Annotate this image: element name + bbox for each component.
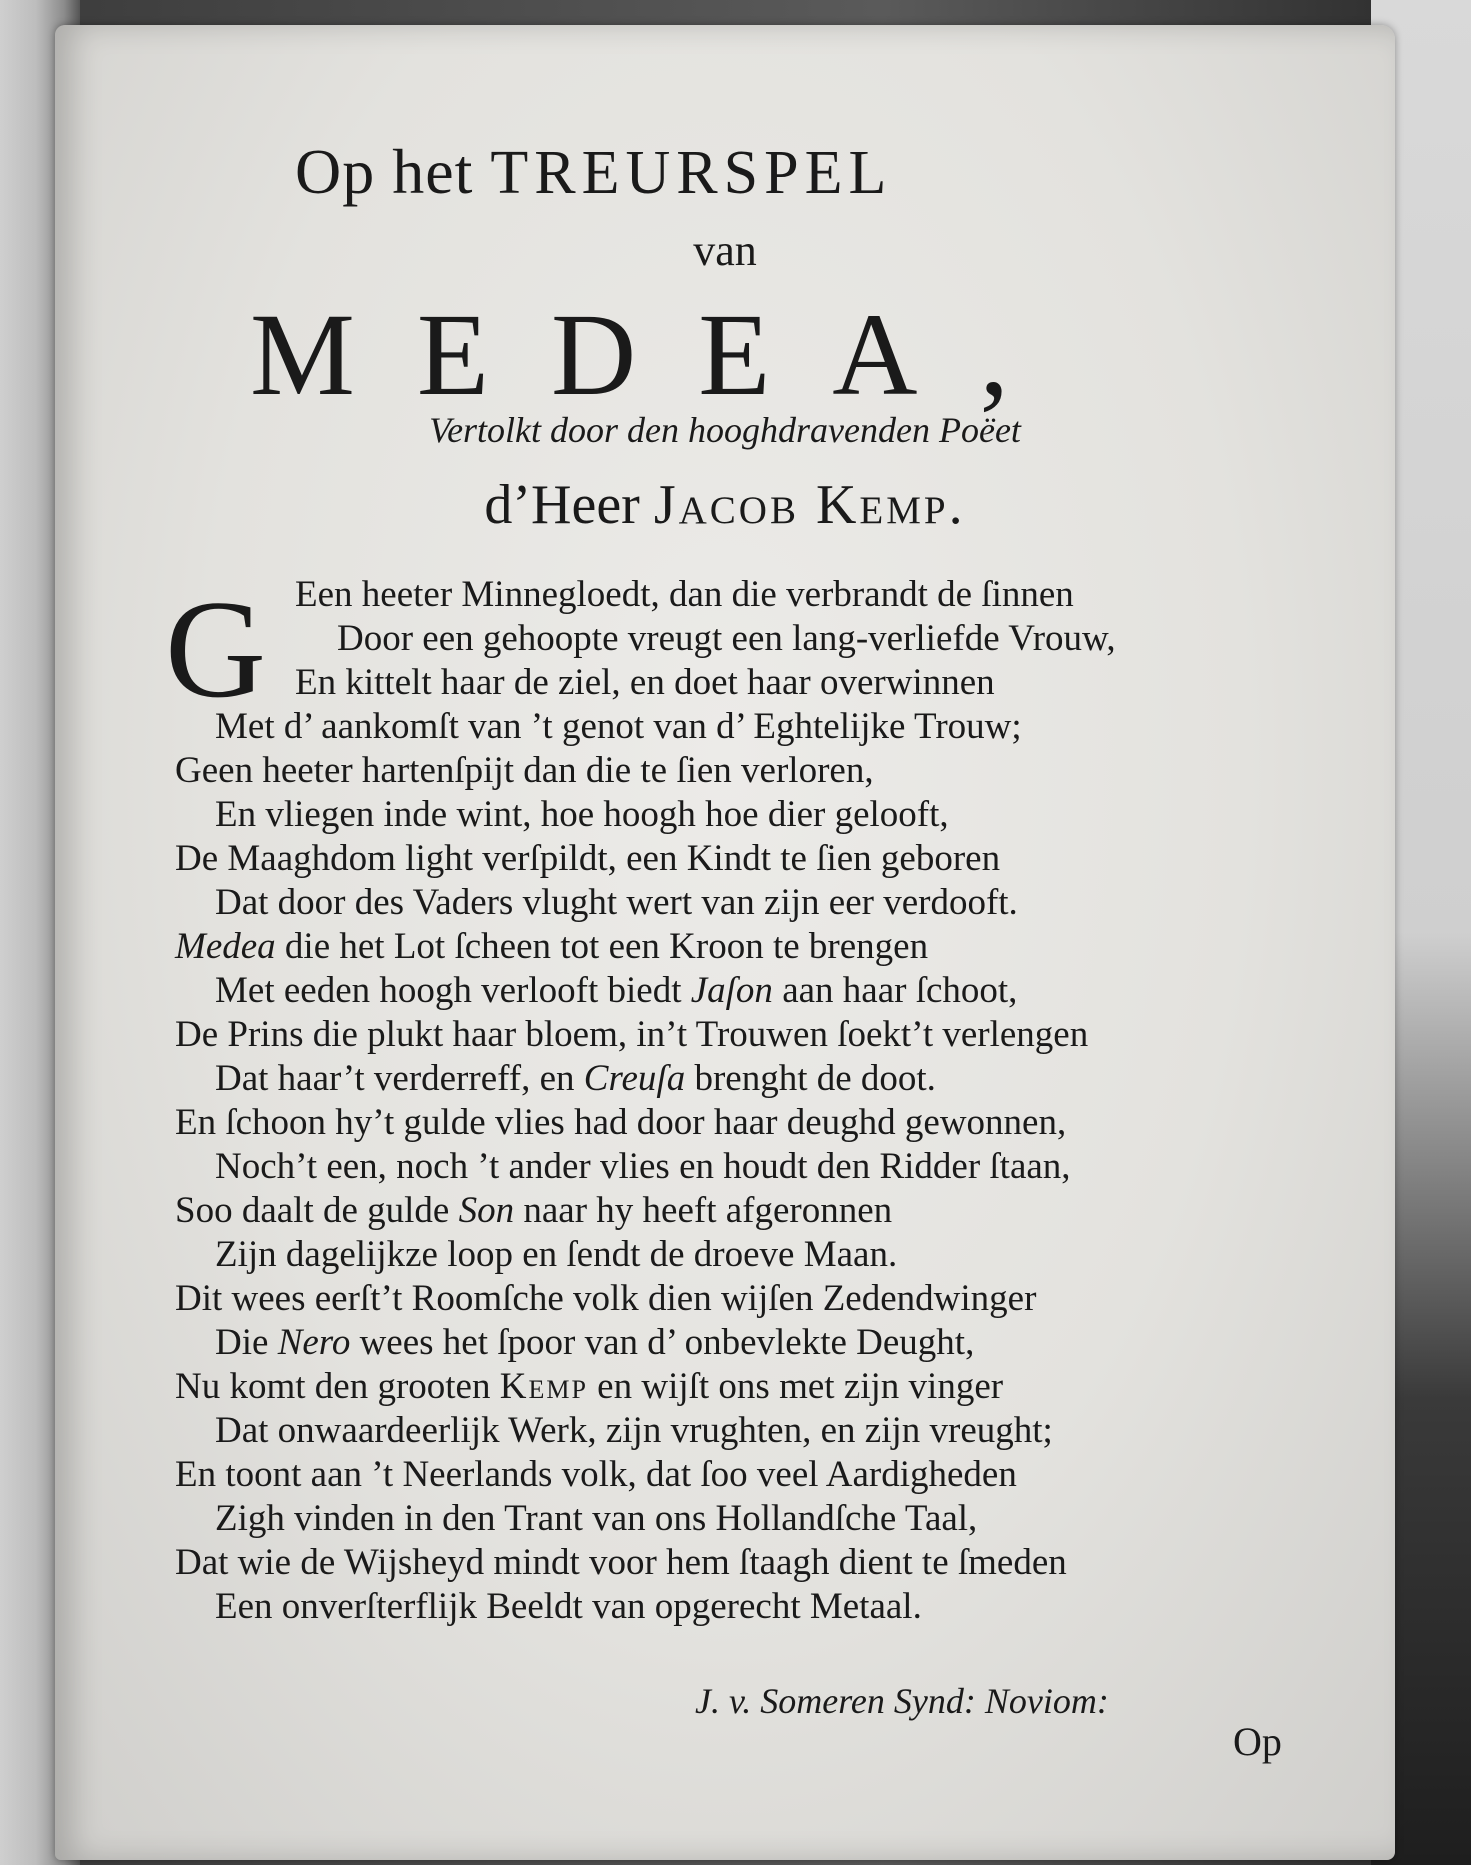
signature: J. v. Someren Synd: Noviom: xyxy=(695,1681,1109,1721)
verse-line: Een onverſterflijk Beeldt van opgerecht Metaal. xyxy=(215,1586,922,1627)
verse-line: En vliegen inde wint, hoe hoogh hoe dier gelooft, xyxy=(215,794,949,835)
drop-cap: G xyxy=(165,572,267,727)
verse-line: Dat wie de Wijsheyd mindt voor hem ſtaagh dient te ſmeden xyxy=(175,1542,1067,1583)
subtitle: Vertolkt door den hooghdravenden Poëet xyxy=(429,410,1021,450)
verse-line: De Prins die plukt haar bloem, in’t Trouwen ſoekt’t verlengen xyxy=(175,1014,1089,1055)
verse-line xyxy=(175,1365,1003,1409)
verse-text: wees het ſpoor van d’ onbevlekte Deught, xyxy=(350,1322,975,1363)
title-name: MEDEA, xyxy=(250,289,1072,420)
verse-line: Met d’ aankomſt van ’t genot van d’ Eghtelijke Trouw; xyxy=(215,706,1022,747)
name-nero: Nero xyxy=(277,1322,351,1363)
verse-line: En kittelt haar de ziel, en doet haar overwinnen xyxy=(295,662,995,703)
name-jason: Jaſon xyxy=(690,970,773,1011)
verse-line xyxy=(175,1189,892,1233)
verse-line: En ſchoon hy’t gulde vlies had door haar deughd gewonnen, xyxy=(175,1102,1067,1143)
verse-line: Geen heeter hartenſpijt dan die te ſien verloren, xyxy=(175,750,874,791)
book-page xyxy=(55,25,1395,1860)
author-name: Jacob Kemp. xyxy=(653,474,966,536)
verse-text: Dat haar’t verderreff, en xyxy=(215,1058,584,1099)
name-son: Son xyxy=(458,1190,515,1231)
verse-line: En toont aan ’t Neerlands volk, dat ſoo veel Aardigheden xyxy=(175,1454,1017,1495)
catchword: Op xyxy=(1233,1719,1282,1764)
name-kemp: Kemp xyxy=(499,1366,588,1407)
title-van: van xyxy=(693,226,757,275)
verse-text: die het Lot ſcheen tot een Kroon te brengen xyxy=(275,926,929,967)
verse-text: aan haar ſchoot, xyxy=(772,970,1018,1011)
verse-line: Dat door des Vaders vlught wert van zijn eer verdooft. xyxy=(215,882,1018,923)
author-prefix: d’Heer xyxy=(484,474,640,536)
verse-line: Door een gehoopte vreugt een lang-verliefde Vrouw, xyxy=(337,618,1116,659)
name-medea: Medea xyxy=(175,926,276,967)
verse-line: Dat onwaardeerlijk Werk, zijn vrughten, en zijn vreught; xyxy=(215,1410,1053,1451)
verse-text: naar hy heeft afgeronnen xyxy=(514,1190,893,1231)
verse-text: Met eeden hoogh verlooft biedt xyxy=(215,970,691,1011)
verse-line: Zijn dagelijkze loop en ſendt de droeve Maan. xyxy=(215,1234,898,1275)
verse-line xyxy=(215,969,1017,1013)
verse-line: Een heeter Minnegloedt, dan die verbrandt de ſinnen xyxy=(295,574,1074,615)
author-line xyxy=(55,473,1395,537)
verse-text: Soo daalt de gulde xyxy=(175,1190,459,1231)
verse-line: Dit wees eerſt’t Roomſche volk dien wijſen Zedendwinger xyxy=(175,1278,1037,1319)
title-main: TREURSPEL xyxy=(490,139,893,207)
verse-line xyxy=(215,1321,974,1365)
verse-line: Noch’t een, noch ’t ander vlies en houdt den Ridder ſtaan, xyxy=(215,1146,1071,1187)
verse-text: en wijſt ons met zijn vinger xyxy=(587,1366,1004,1407)
verse-text: brenght de doot. xyxy=(685,1058,936,1099)
title-line-1 xyxy=(295,135,892,209)
verse-line: De Maaghdom light verſpildt, een Kindt te ſien geboren xyxy=(175,838,1001,879)
verse-line xyxy=(175,925,928,969)
name-creusa: Creuſa xyxy=(583,1058,686,1099)
verse-line: Zigh vinden in den Trant van ons Hollandſche Taal, xyxy=(215,1498,978,1539)
title-prefix: Op het xyxy=(295,136,474,207)
verse-line xyxy=(215,1057,936,1101)
verse-text: Nu komt den grooten xyxy=(175,1366,500,1407)
verse-text: Die xyxy=(215,1322,278,1363)
